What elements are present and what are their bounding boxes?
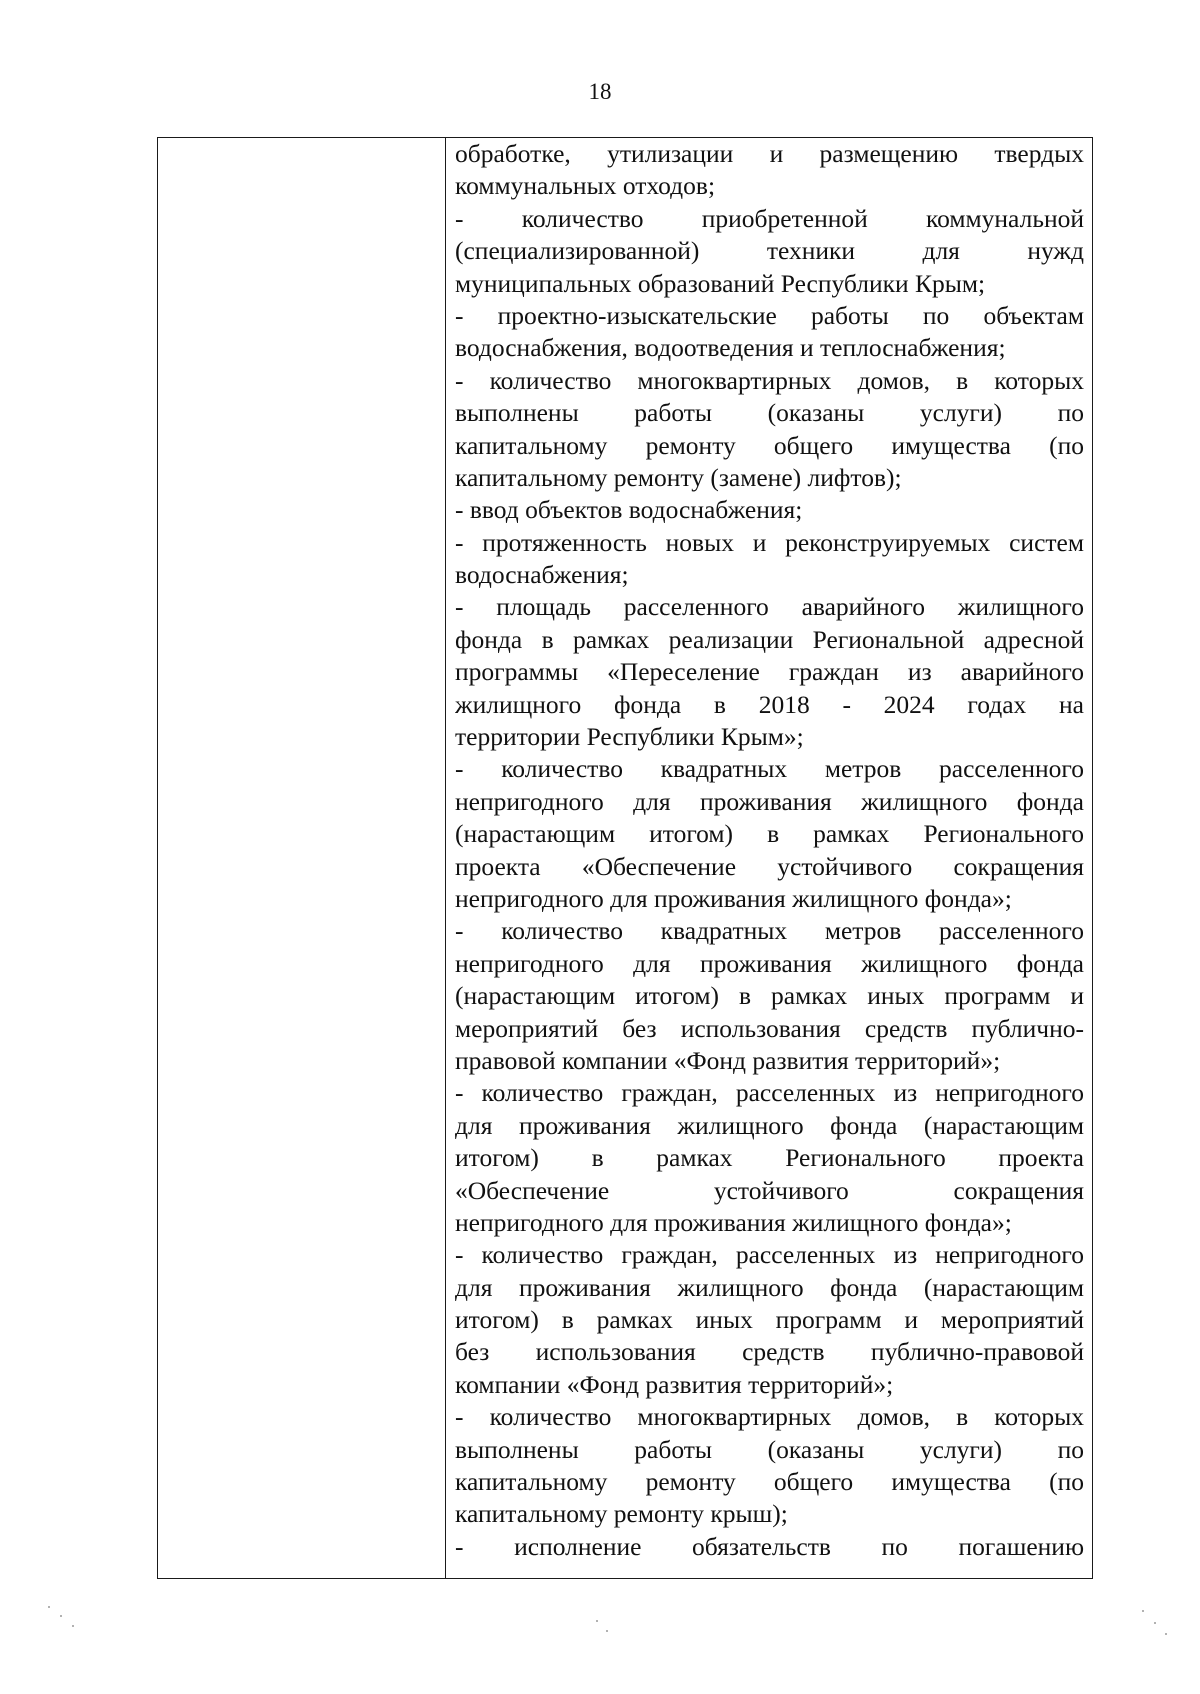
table-text-line: - проектно-изыскательские работы по объектам [455, 300, 1084, 330]
table-text-line: коммунальных отходов; [455, 171, 716, 201]
scan-speck [1154, 1622, 1156, 1624]
table-text-line: выполнены работы (оказаны услуги) по [455, 1434, 1084, 1464]
scan-speck [606, 1630, 608, 1632]
table-text-line: капитальному ремонту общего имущества (по [455, 1467, 1084, 1497]
table-text-line: мероприятий без использования средств публично- [455, 1013, 1084, 1043]
table-text-line: водоснабжения, водоотведения и теплоснабжения; [455, 333, 1006, 363]
page-number: 18 [588, 79, 612, 104]
scan-speck [60, 1615, 62, 1617]
table-column-divider [445, 138, 446, 1578]
scan-speck [48, 1606, 50, 1608]
scan-speck [1142, 1610, 1144, 1612]
table-text-line: без использования средств публично-правовой [455, 1337, 1084, 1367]
table-text-line: - количество граждан, расселенных из непригодного [455, 1240, 1084, 1270]
table-text-line: непригодного для проживания жилищного фонда»; [455, 1207, 1012, 1237]
table-text-line: - количество граждан, расселенных из непригодного [455, 1078, 1084, 1108]
table-text-line: непригодного для проживания жилищного фонда»; [455, 883, 1012, 913]
table-text-line: итогом) в рамках Регионального проекта [455, 1143, 1084, 1173]
scan-speck [72, 1625, 74, 1627]
table-text-line: - количество приобретенной коммунальной [455, 203, 1084, 233]
table-text-line: (нарастающим итогом) в рамках иных программ и [455, 981, 1084, 1011]
table-text-line: муниципальных образований Республики Крым; [455, 268, 986, 298]
table-text-line: капитальному ремонту общего имущества (по [455, 430, 1084, 460]
table-text-line: обработке, утилизации и размещению твердых [455, 139, 1084, 168]
table-text-line: для проживания жилищного фонда (нарастающим [455, 1110, 1084, 1140]
table-text-line: - количество квадратных метров расселенного [455, 916, 1084, 946]
table-text-line: непригодного для проживания жилищного фонда [455, 948, 1084, 978]
table-text-line: непригодного для проживания жилищного фонда [455, 786, 1084, 816]
table-text-line: территории Республики Крым»; [455, 722, 804, 752]
table-text-line: (нарастающим итогом) в рамках Регионального [455, 819, 1084, 849]
table-text-line: компании «Фонд развития территорий»; [455, 1369, 894, 1399]
table-text-line: - ввод объектов водоснабжения; [455, 495, 803, 525]
table-text-line: «Обеспечение устойчивого сокращения [455, 1175, 1084, 1205]
table-text-line: водоснабжения; [455, 560, 629, 590]
table-text-line: капитальному ремонту крыш); [455, 1499, 788, 1529]
table-text-line: фонда в рамках реализации Региональной адресной [455, 624, 1084, 654]
table-text-line: - количество многоквартирных домов, в которых [455, 1402, 1084, 1432]
table-text-line: выполнены работы (оказаны услуги) по [455, 398, 1084, 428]
table-text-line: - исполнение обязательств по погашению [455, 1531, 1084, 1561]
table-text-line: - площадь расселенного аварийного жилищного [455, 592, 1084, 622]
table-text-line: программы «Переселение граждан из аварийного [455, 657, 1084, 687]
table-text-line: (специализированной) техники для нужд [455, 236, 1084, 266]
table-text-line: - количество многоквартирных домов, в которых [455, 365, 1084, 395]
table-right-cell [455, 138, 1084, 1578]
indicators-table [157, 137, 1093, 1579]
table-text-line: проекта «Обеспечение устойчивого сокращения [455, 851, 1084, 881]
table-text-line: жилищного фонда в 2018 - 2024 годах на [455, 689, 1084, 719]
table-text-line: правовой компании «Фонд развития территорий»; [455, 1045, 1001, 1075]
table-text-line: итогом) в рамках иных программ и мероприятий [455, 1305, 1084, 1335]
scan-speck [1165, 1633, 1167, 1635]
table-left-cell [158, 138, 445, 1578]
table-text-line: капитальному ремонту (замене) лифтов); [455, 462, 902, 492]
table-text-line: - количество квадратных метров расселенного [455, 754, 1084, 784]
table-text-line: - протяженность новых и реконструируемых систем [455, 527, 1084, 557]
table-text-line: для проживания жилищного фонда (нарастающим [455, 1272, 1084, 1302]
scan-speck [596, 1620, 598, 1622]
